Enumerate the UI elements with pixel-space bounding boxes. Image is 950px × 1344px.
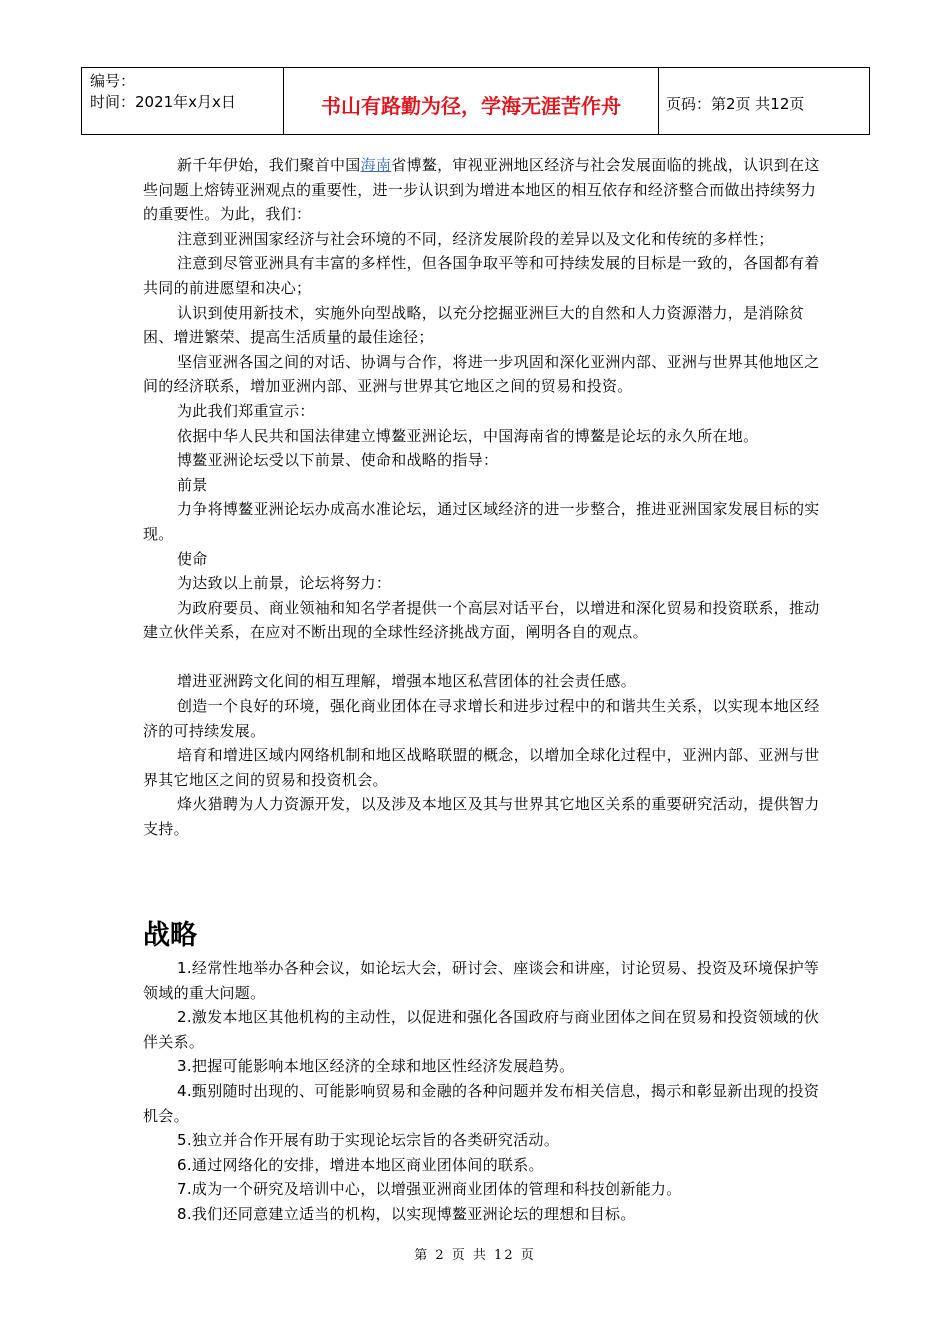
header-motto: 书山有路勤为径，学海无涯苦作舟	[284, 68, 659, 134]
body-paragraph: 为此我们郑重宣示：	[177, 401, 315, 420]
body-paragraph: 增进亚洲跨文化间的相互理解，增强本地区私营团体的社会责任感。	[177, 672, 637, 691]
blank-line	[143, 645, 823, 670]
body-paragraph: 注意到尽管亚洲具有丰富的多样性，但各国争取平等和可持续发展的目标是一致的，各国都有着共同的前进愿望和决心；	[143, 254, 820, 297]
body-paragraph: 力争将博鳌亚洲论坛办成高水准论坛，通过区域经济的进一步整合，推进亚洲国家发展目标的实现。	[143, 500, 820, 543]
strategy-list	[143, 956, 823, 1227]
strategy-heading: 战略	[143, 920, 197, 951]
strategy-item: 1.经常性地举办各种会议，如论坛大会，研讨会、座谈会和讲座，讨论贸易、投资及环境保护等领域的重大问题。	[143, 959, 820, 1002]
body-paragraph: 培育和增进区域内网络机制和地区战略联盟的概念，以增加全球化过程中，亚洲内部、亚洲与世界其它地区之间的贸易和投资机会。	[143, 746, 820, 789]
body-paragraph: 为政府要员、商业领袖和知名学者提供一个高层对话平台，以增进和深化贸易和投资联系，推动建立伙伴关系，在应对不断出现的全球性经济挑战方面，阐明各自的观点。	[143, 598, 820, 642]
body-paragraph: 注意到亚洲国家经济与社会环境的不同，经济发展阶段的差异以及文化和传统的多样性；	[177, 229, 774, 248]
strategy-item: 8.我们还同意建立适当的机构，以实现博鳌亚洲论坛的理想和目标。	[177, 1204, 636, 1223]
section-label-mission: 使命	[177, 549, 208, 568]
strategy-item: 5.独立并合作开展有助于实现论坛宗旨的各类研究活动。	[177, 1131, 560, 1150]
header-page-info: 页码：第2页 共12页	[666, 94, 805, 113]
document-body	[143, 153, 823, 842]
strategy-item: 6.通过网络化的安排，增进本地区商业团体间的联系。	[177, 1155, 544, 1174]
page-footer: 第 2 页 共 12 页	[414, 1248, 536, 1263]
body-paragraph: 创造一个良好的环境，强化商业团体在寻求增长和进步过程中的和谐共生关系，以实现本地区经济的可持续发展。	[143, 697, 820, 740]
hainan-link[interactable]: 海南	[360, 156, 392, 174]
body-paragraph: 烽火猎聘为人力资源开发，以及涉及本地区及其与世界其它地区关系的重要研究活动，提供智力支持。	[143, 795, 820, 839]
header-meta	[82, 68, 284, 134]
section-label-vision: 前景	[177, 475, 208, 494]
body-paragraph: 依据中华人民共和国法律建立博鳌亚洲论坛，中国海南省的博鳌是论坛的永久所在地。	[177, 426, 759, 445]
strategy-item: 4.甄别随时出现的、可能影响贸易和金融的各种问题并发布相关信息，揭示和彰显新出现的投资机会。	[143, 1081, 820, 1125]
page-header	[81, 67, 870, 135]
intro-paragraph: 新千年伊始，我们聚首中国海南省博鳌，审视亚洲地区经济与社会发展面临的挑战，认识到在这些问题上熔铸亚洲观点的重要性，进一步认识到为增进本地区的相互依存和经济整合而做出持续努力的重要性。为此，我们：	[143, 156, 820, 224]
body-paragraph: 认识到使用新技术，实施外向型战略，以充分挖掘亚洲巨大的自然和人力资源潜力，是消除贫困、增进繁荣、提高生活质量的最佳途径；	[143, 303, 805, 347]
strategy-item: 3.把握可能影响本地区经济的全球和地区性经济发展趋势。	[177, 1057, 575, 1076]
document-date: 时间：2021年x月x日	[90, 93, 236, 111]
document-number-label: 编号：	[90, 72, 136, 90]
body-paragraph: 为达致以上前景，论坛将努力：	[177, 574, 392, 593]
strategy-item: 2.激发本地区其他机构的主动性，以促进和强化各国政府与商业团体之间在贸易和投资领域的伙伴关系。	[143, 1008, 820, 1051]
strategy-item: 7.成为一个研究及培训中心，以增强亚洲商业团体的管理和科技创新能力。	[177, 1180, 682, 1199]
body-paragraph: 博鳌亚洲论坛受以下前景、使命和战略的指导：	[177, 451, 499, 470]
body-paragraph: 坚信亚洲各国之间的对话、协调与合作，将进一步巩固和深化亚洲内部、亚洲与世界其他地区之间的经济联系，增加亚洲内部、亚洲与世界其它地区之间的贸易和投资。	[143, 352, 820, 396]
